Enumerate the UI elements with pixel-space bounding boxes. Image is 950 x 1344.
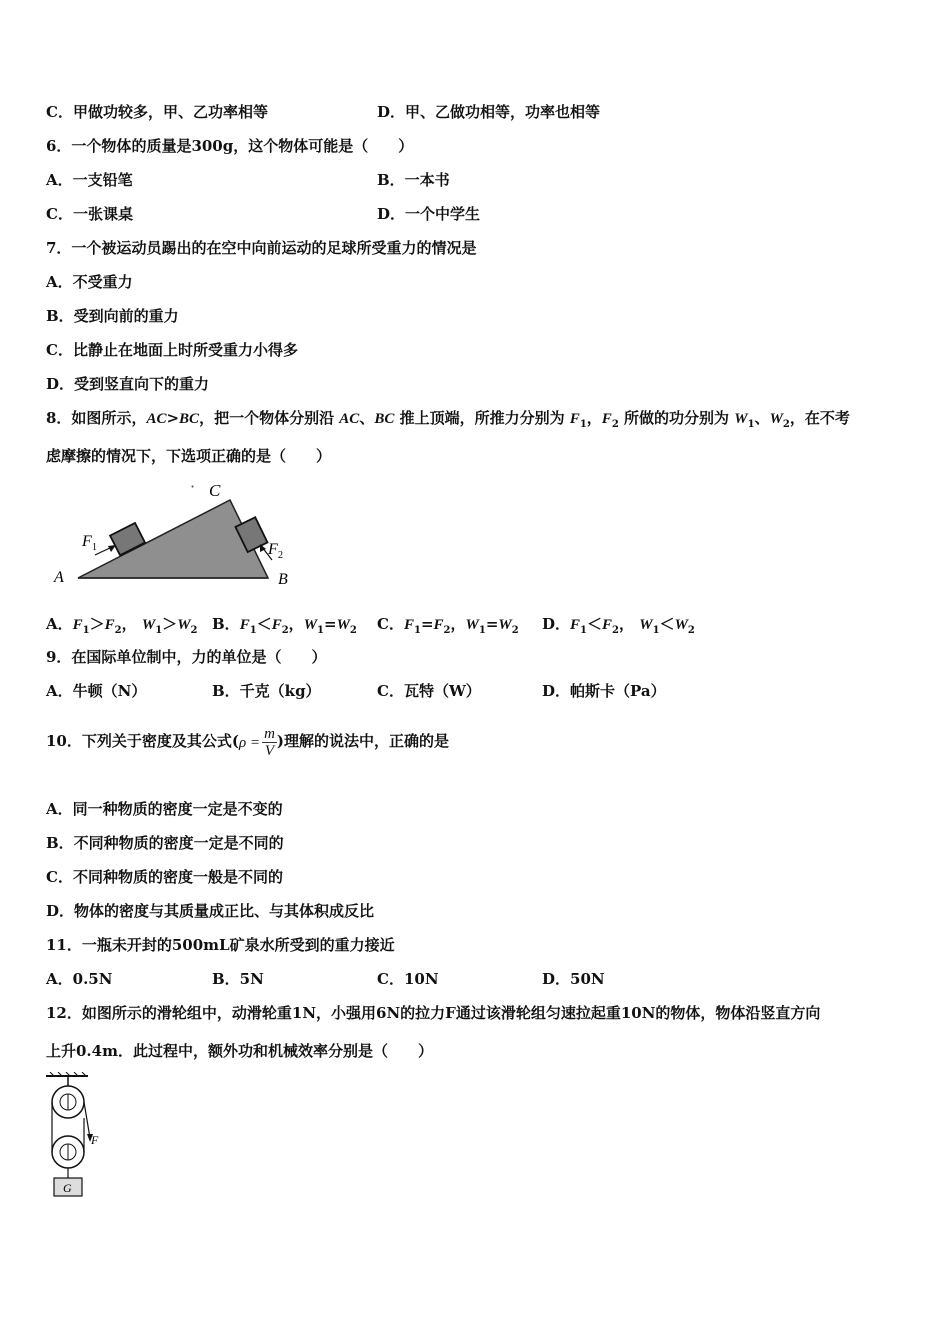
q6-stem: 6．一个物体的质量是300g，这个物体可能是（ ）	[46, 137, 414, 155]
label-b: B	[278, 571, 288, 588]
q6-option-a: A．一支铅笔	[46, 171, 133, 189]
q10-option-c: C．不同种物质的密度一般是不同的	[46, 868, 283, 886]
q6-option-b: B．一本书	[377, 171, 450, 189]
label-g: G	[63, 1181, 72, 1195]
q8-stem-line1: 8．如图所示，AC>BC，把一个物体分别沿 AC、BC 推上顶端，所推力分别为 $F_1$，$F_2$ 所做的功分别为 $W_1$、$W_2$，在不考	[46, 409, 850, 430]
svg-text:2: 2	[278, 550, 283, 561]
q7-option-b: B．受到向前的重力	[46, 307, 179, 325]
q8-option-a: A．$F_1>F_2$， $W_1>W_2$	[46, 615, 198, 636]
q8-option-d: D．$F_1<F_2$， $W_1<W_2$	[542, 615, 695, 636]
q10-option-b: B．不同种物质的密度一定是不同的	[46, 834, 284, 852]
q10-option-d: D．物体的密度与其质量成正比、与其体积成反比	[46, 902, 375, 920]
density-formula: ρ = $\frac{m}{V}$	[238, 726, 275, 760]
q11-stem: 11．一瓶未开封的500mL矿泉水所受到的重力接近	[46, 936, 395, 954]
q7-option-a: A．不受重力	[46, 273, 133, 291]
label-a: A	[54, 569, 64, 586]
q7-option-d: D．受到竖直向下的重力	[46, 375, 210, 393]
q9-stem: 9．在国际单位制中，力的单位是（ ）	[46, 648, 327, 666]
svg-text:·: ·	[190, 478, 196, 496]
q12-stem-line1: 12．如图所示的滑轮组中，动滑轮重1N，小强用6N的拉力F通过该滑轮组匀速拉起重10N的物体，物体沿竖直方向	[46, 1004, 821, 1022]
q11-option-c: C．10N	[377, 970, 439, 988]
q11-option-a: A．0.5N	[46, 970, 113, 988]
label-c: C	[209, 481, 221, 500]
svg-text:1: 1	[92, 542, 97, 553]
q7-stem: 7．一个被运动员踢出的在空中向前运动的足球所受重力的情况是	[46, 239, 477, 257]
q11-option-b: B．5N	[212, 970, 264, 988]
q8-incline-figure	[50, 478, 300, 593]
q9-option-d: D．帕斯卡（Pa）	[542, 682, 666, 700]
q8-stem-line2: 虑摩擦的情况下，下选项正确的是（ ）	[46, 447, 332, 465]
q6-option-d: D．一个中学生	[377, 205, 481, 223]
label-f2: F	[268, 541, 278, 558]
q6-option-c: C．一张课桌	[46, 205, 133, 223]
q9-option-b: B．千克（kg）	[212, 682, 321, 700]
q10-stem: 10．下列关于密度及其公式(ρ = $\frac{m}{V}$ )理解的说法中，正确的是	[46, 722, 449, 761]
q8-option-c: C．$F_1=F_2$，$W_1=W_2$	[377, 615, 519, 636]
label-f: F	[91, 1133, 99, 1147]
q7-option-c: C．比静止在地面上时所受重力小得多	[46, 341, 298, 359]
q9-option-a: A．牛顿（N）	[46, 682, 147, 700]
label-f1: F	[82, 533, 92, 550]
q12-stem-line2: 上升0.4m．此过程中，额外功和机械效率分别是（ ）	[46, 1042, 433, 1060]
q9-option-c: C．瓦特（W）	[377, 682, 481, 700]
q8-option-b: B．$F_1<F_2$，$W_1=W_2$	[212, 615, 357, 636]
q5-option-d: D．甲、乙做功相等，功率也相等	[377, 103, 601, 121]
q10-option-a: A．同一种物质的密度一定是不变的	[46, 800, 283, 818]
triangle-incline	[78, 500, 268, 578]
q5-option-c: C．甲做功较多，甲、乙功率相等	[46, 103, 268, 121]
q12-pulley-figure	[44, 1072, 110, 1202]
q11-option-d: D．50N	[542, 970, 605, 988]
